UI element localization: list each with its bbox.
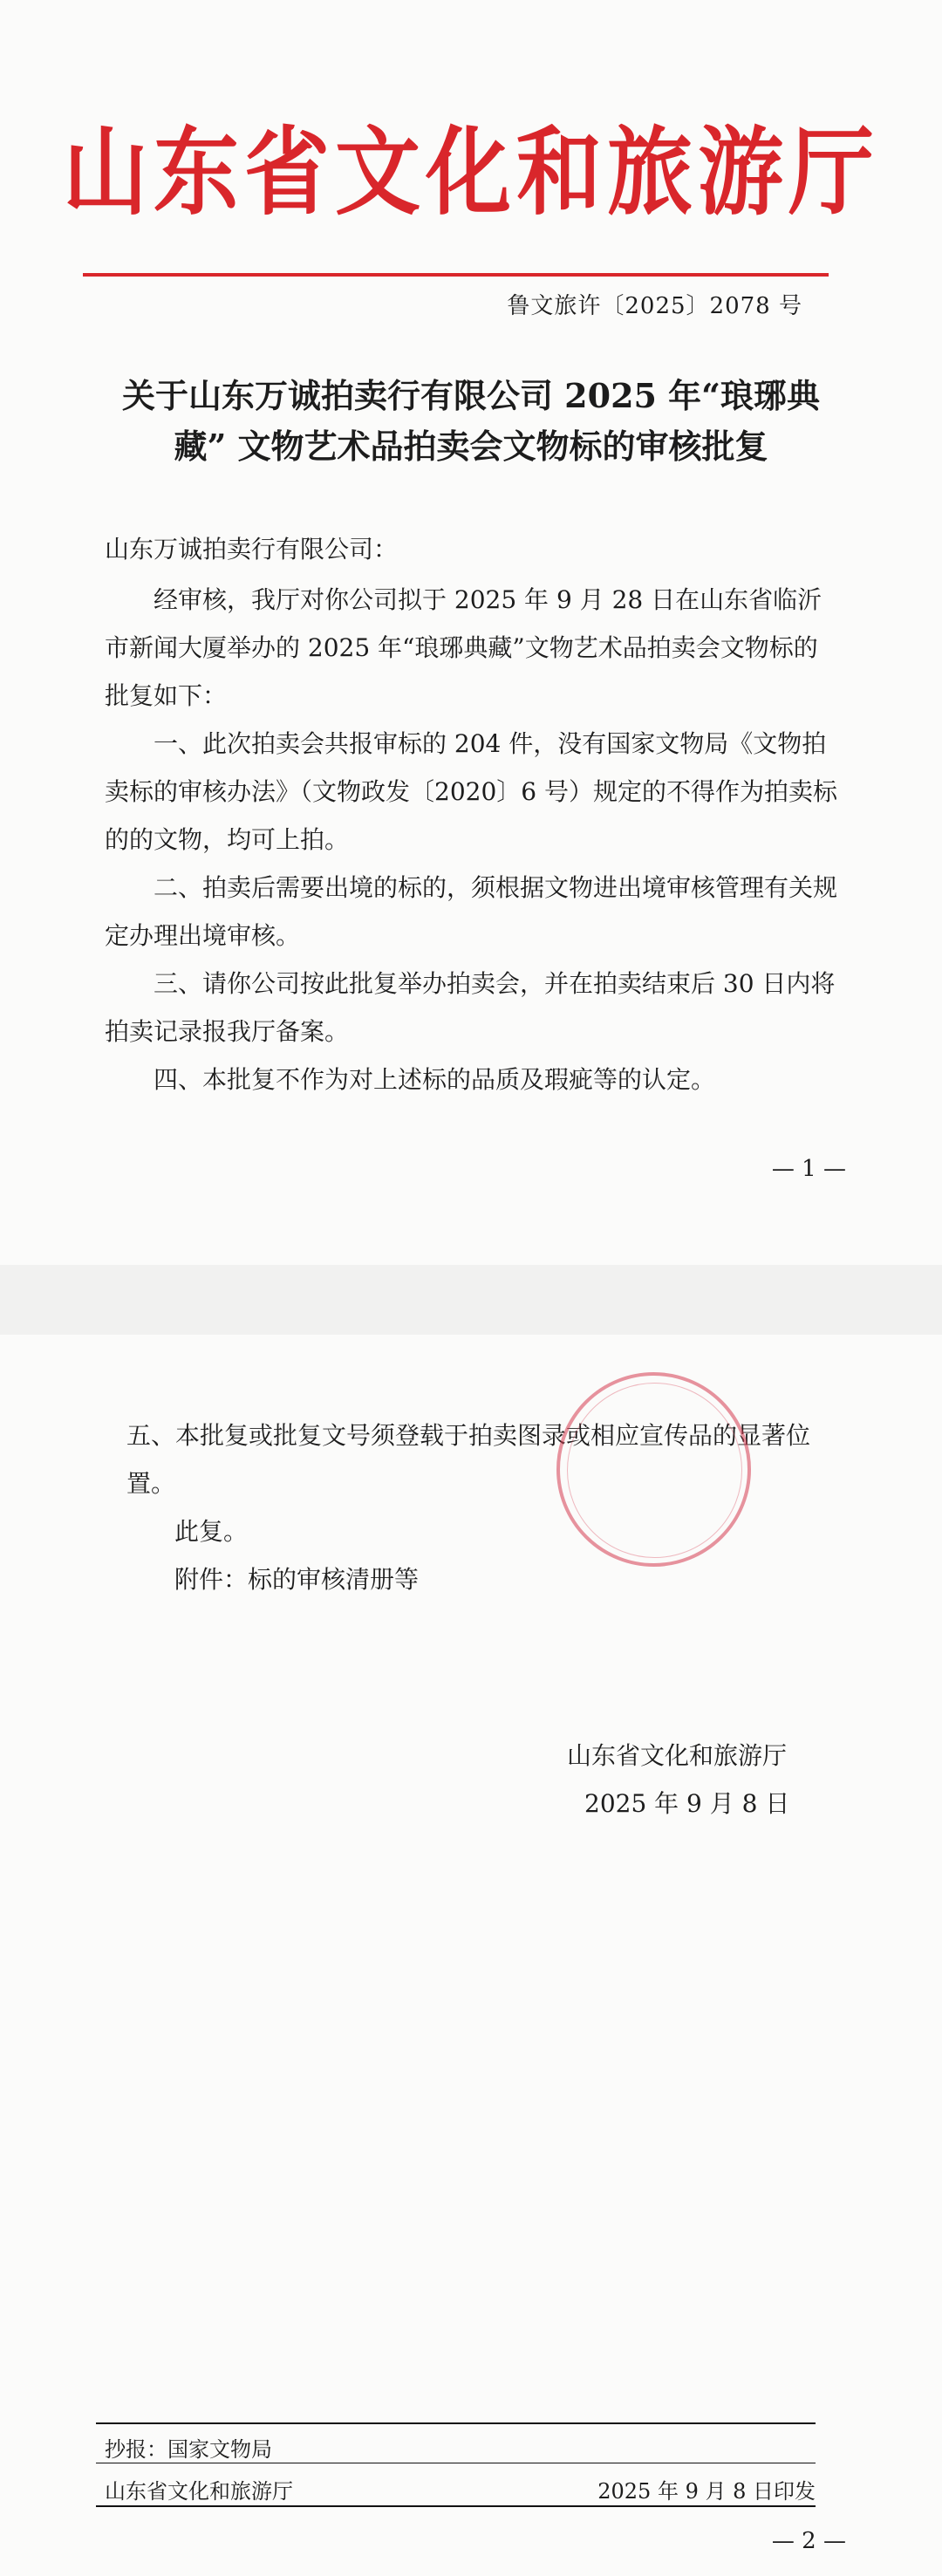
title-line-2: 藏” 文物艺术品拍卖会文物标的审核批复 (174, 427, 768, 466)
footer-rule-top (96, 2422, 816, 2424)
print-date: 2025 年 9 月 8 日印发 (597, 2479, 816, 2504)
document-title (105, 371, 837, 472)
cc-line: 抄报：国家文物局 (105, 2437, 272, 2462)
paragraph-intro: 经审核，我厅对你公司拟于 2025 年 9 月 28 日在山东省临沂市新闻大厦举办的 2025 年“琅琊典藏”文物艺术品拍卖会文物标的批复如下： (105, 585, 823, 710)
seal-inner-ring (567, 1383, 742, 1558)
sign-date: 2025 年 9 月 8 日 (584, 1789, 790, 1818)
letterhead-red-rule (83, 273, 829, 277)
body-paragraphs (105, 576, 837, 1104)
page-number: — 1 — (771, 1156, 846, 1182)
signature-block (567, 1732, 789, 1828)
attachment-note: 附件：标的审核清册等 (174, 1565, 420, 1594)
closing-reply: 此复。 (174, 1517, 249, 1546)
document-page-2 (0, 1335, 942, 2576)
issuer-name: 山东省文化和旅游厅 (105, 2479, 293, 2504)
document-number: 鲁文旅许〔2025〕2078 号 (507, 293, 802, 319)
paragraph-item-2: 二、拍卖后需要出境的标的，须根据文物进出境审核管理有关规定办理出境审核。 (105, 873, 838, 950)
paragraph-item-1: 一、此次拍卖会共报审标的 204 件，没有国家文物局《文物拍卖标的审核办法》（文物政发〔2020〕6 号）规定的不得作为拍卖标的的文物，均可上拍。 (105, 729, 837, 854)
signer-name: 山东省文化和旅游厅 (567, 1741, 788, 1770)
paragraph-item-5: 五、本批复或批复文号须登载于拍卖图录或相应宣传品的显著位置。 (126, 1421, 811, 1498)
document-page-1 (0, 0, 942, 1265)
footer-rule-bottom (96, 2505, 816, 2507)
title-line-1: 关于山东万诚拍卖行有限公司 2025 年“琅琊典 (121, 376, 821, 415)
paragraph-item-3: 三、请你公司按此批复举办拍卖会，并在拍卖结束后 30 日内将拍卖记录报我厅备案。 (105, 969, 836, 1046)
paragraph-item-4: 四、本批复不作为对上述标的品质及瑕疵等的认定。 (154, 1065, 716, 1094)
page-number-2: — 2 — (771, 2528, 846, 2554)
official-seal-stamp (556, 1372, 751, 1567)
letterhead-title: 山东省文化和旅游厅 (62, 117, 879, 229)
addressee: 山东万诚拍卖行有限公司： (105, 535, 399, 564)
